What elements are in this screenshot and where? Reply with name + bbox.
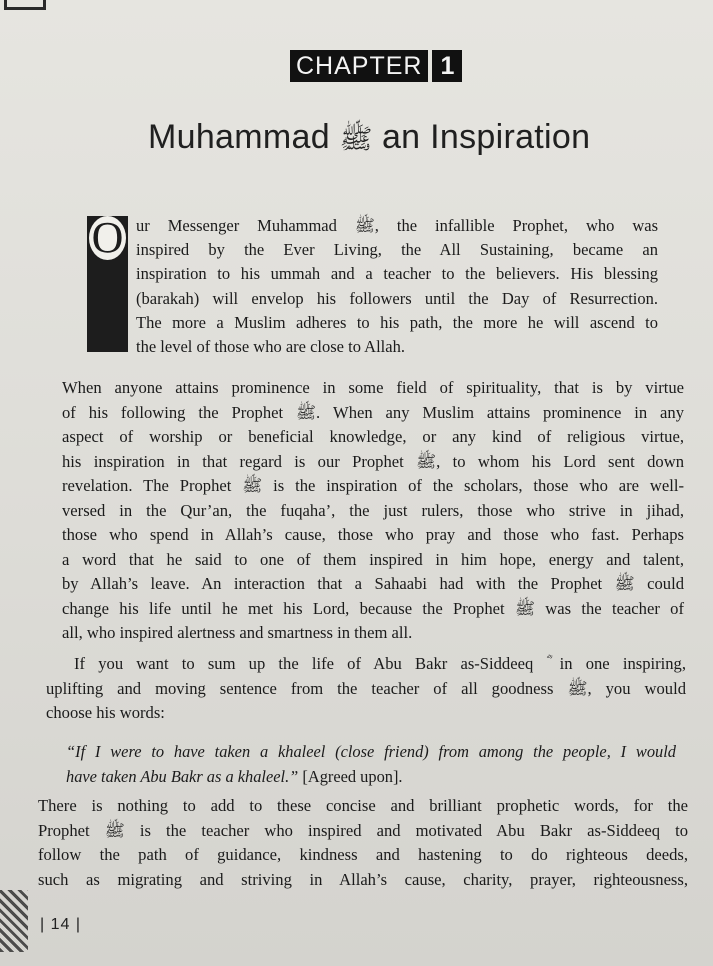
- title-part-1: Muhammad: [148, 118, 340, 156]
- text-line: the level of those who are close to Allah.: [136, 337, 405, 357]
- title-part-2: an Inspiration: [372, 118, 591, 156]
- chapter-title: [148, 118, 668, 162]
- text-line: those who spend in Allah’s cause, those who pray and those who fast. Perhaps: [62, 525, 684, 544]
- text-line: uplifting and moving sentence from the teacher of all goodness ﷺ, you would: [46, 678, 686, 698]
- text-line: The more a Muslim adheres to his path, the more he will ascend to: [136, 312, 658, 332]
- honorific-glyph: ﷺ: [339, 124, 373, 155]
- text-line: change his life until he met his Lord, because the Prophet ﷺ was the teacher of: [62, 598, 684, 618]
- paragraph-3: [38, 794, 688, 892]
- quote-text: have taken Abu Bakr as a khaleel.”: [66, 766, 299, 786]
- text-line: versed in the Qur’an, the fuqaha’, the just rulers, those who strive in jihad,: [62, 500, 684, 520]
- text-line: revelation. The Prophet ﷺ is the inspiration of the scholars, those who are well-: [62, 476, 684, 495]
- text-line: ur Messenger Muhammad ﷺ, the infallible Prophet, who was: [136, 216, 658, 235]
- chapter-label: [290, 50, 462, 82]
- text-line: by Allah’s leave. An interaction that a Sahaabi had with the Prophet ﷺ could: [62, 574, 684, 593]
- quote-line-2: [66, 765, 676, 790]
- drop-cap: O: [89, 216, 126, 260]
- text-line: his inspiration in that regard is our Prophet ﷺ, to whom his Lord sent down: [62, 451, 684, 471]
- corner-ornament-top: [4, 0, 46, 10]
- paragraph-1: [62, 376, 684, 646]
- text-line: There is nothing to add to these concise and brilliant prophetic words, for the: [38, 796, 688, 815]
- text-line: Prophet ﷺ is the teacher who inspired and motivated Abu Bakr as-Siddeeq to: [38, 820, 688, 840]
- text-line: all, who inspired alertness and smartness in them all.: [62, 623, 413, 642]
- text-line: aspect of worship or beneficial knowledge, or any kind of religious virtue,: [62, 427, 684, 446]
- paragraph-2: [46, 652, 686, 726]
- text-line: of his following the Prophet ﷺ. When any Muslim attains prominence in any: [62, 402, 684, 422]
- quote-line: “If I were to have taken a khaleel (close friend) from among the people, I would: [66, 742, 676, 761]
- text-line: If you want to sum up the life of Abu Bakr as-Siddeeq ؓ in one inspiring,: [74, 654, 686, 673]
- intro-paragraph: [136, 214, 658, 359]
- text-line: When anyone attains prominence in some field of spirituality, that is by virtue: [62, 378, 684, 397]
- hadith-quote: [66, 740, 676, 789]
- text-line: such as migrating and striving in Allah’s cause, charity, prayer, righteousness,: [38, 869, 688, 889]
- chapter-number: 1: [432, 50, 462, 82]
- text-line: follow the path of guidance, kindness and hastening to do righteous deeds,: [38, 845, 688, 864]
- text-line: inspired by the Ever Living, the All Sustaining, became an: [136, 240, 658, 260]
- page-number: | 14 |: [40, 916, 81, 933]
- corner-ornament-bottom: [0, 890, 28, 952]
- text-line: a word that he said to one of them inspired in him hope, energy and talent,: [62, 549, 684, 569]
- text-line: (barakah) will envelop his followers until the Day of Resurrection.: [136, 288, 658, 308]
- text-line: inspiration to his ummah and a teacher to the believers. His blessing: [136, 264, 658, 284]
- text-line: choose his words:: [46, 703, 165, 722]
- chapter-word: CHAPTER: [290, 50, 428, 82]
- quote-citation: [Agreed upon].: [298, 766, 403, 786]
